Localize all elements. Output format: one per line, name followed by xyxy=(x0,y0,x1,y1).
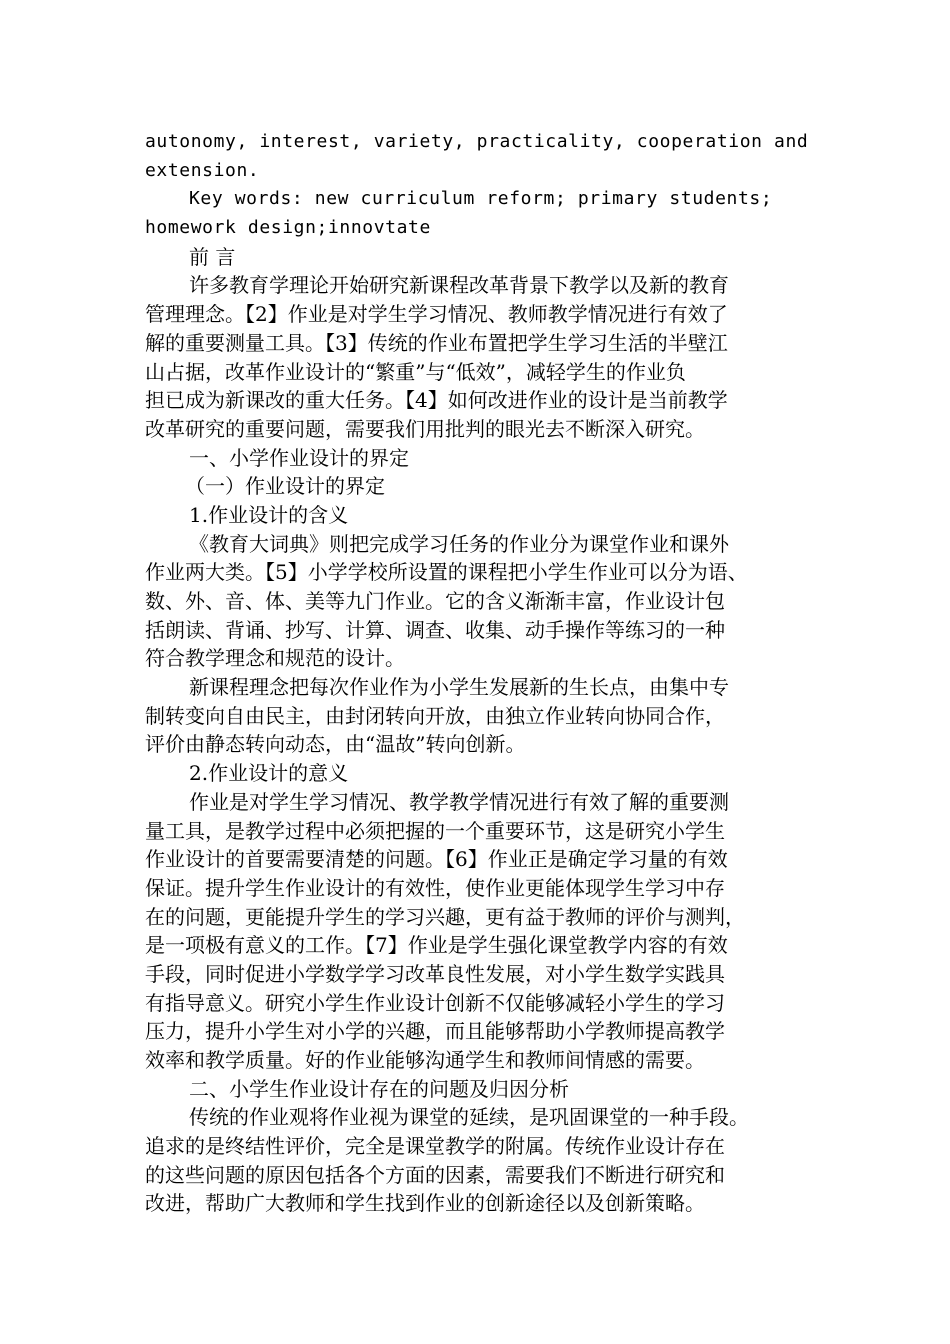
paragraph-line: 《教育大词典》则把完成学习任务的作业分为课堂作业和课外 xyxy=(189,531,729,556)
paragraph-line: 改进，帮助广大教师和学生找到作业的创新途径以及创新策略。 xyxy=(145,1191,705,1216)
paragraph-line: 有指导意义。研究小学生作业设计创新不仅能够减轻小学生的学习 xyxy=(145,990,725,1015)
paragraph-line: 量工具，是教学过程中必须把握的一个重要环节，这是研究小学生 xyxy=(145,818,725,843)
paragraph-line: 效率和教学质量。好的作业能够沟通学生和教师间情感的需要。 xyxy=(145,1048,705,1072)
section-heading: 一、小学作业设计的界定 xyxy=(189,445,409,470)
paragraph-line: 手段，同时促进小学数学学习改革良性发展，对小学生数学实践具 xyxy=(145,961,725,986)
paragraph-line: 是一项极有意义的工作。【7】作业是学生强化课堂教学内容的有效 xyxy=(145,933,728,958)
paragraph-line: 新课程理念把每次作业作为小学生发展新的生长点，由集中专 xyxy=(189,675,729,700)
paragraph-line: 压力，提升小学生对小学的兴趣，而且能够帮助小学教师提高教学 xyxy=(145,1019,725,1044)
paragraph-line: 山占据，改革作业设计的“繁重”与“低效”，减轻学生的作业负 xyxy=(145,359,686,384)
paragraph-line: 评价由静态转向动态，由“温故”转向创新。 xyxy=(145,732,526,757)
paragraph-line: 改革研究的重要问题，需要我们用批判的眼光去不断深入研究。 xyxy=(145,416,705,441)
paragraph-line: 解的重要测量工具。【3】传统的作业布置把学生学习生活的半壁江 xyxy=(145,330,728,355)
paragraph-line: 追求的是终结性评价，完全是课堂教学的附属。传统作业设计存在 xyxy=(145,1134,725,1159)
paragraph-line: 作业两大类。【5】小学学校所设置的课程把小学生作业可以分为语、 xyxy=(145,560,748,585)
item-heading: 1.作业设计的含义 xyxy=(189,502,349,527)
section-heading: 二、小学生作业设计存在的问题及归因分析 xyxy=(189,1076,569,1101)
item-heading: 2.作业设计的意义 xyxy=(189,761,349,786)
paragraph-line: 保证。提升学生作业设计的有效性，使作业更能体现学生学习中存 xyxy=(145,875,725,900)
paragraph-line: 作业设计的首要需要清楚的问题。【6】作业正是确定学习量的有效 xyxy=(145,847,728,872)
paragraph-line: 的这些问题的原因包括各个方面的因素，需要我们不断进行研究和 xyxy=(145,1162,725,1187)
paragraph-line: 符合教学理念和规范的设计。 xyxy=(145,646,405,671)
paragraph-line: 数、外、音、体、美等九门作业。它的含义渐渐丰富，作业设计包 xyxy=(145,589,725,613)
paragraph-line: 作业是对学生学习情况、教学教学情况进行有效了解的重要测 xyxy=(189,789,729,814)
paragraph-line: 管理理念。【2】作业是对学生学习情况、教师教学情况进行有效了 xyxy=(145,302,728,327)
paragraph-line: 制转变向自由民主，由封闭转向开放，由独立作业转向协同合作， xyxy=(145,703,725,728)
paragraph-line: 许多教育学理论开始研究新课程改革背景下教学以及新的教育 xyxy=(189,273,729,298)
subsection-heading: （一）作业设计的界定 xyxy=(185,474,385,499)
paragraph-line: 括朗读、背诵、抄写、计算、调查、收集、动手操作等练习的一种 xyxy=(145,617,725,642)
keywords-line: Key words: new curriculum reform; primary students; xyxy=(189,188,773,210)
paragraph-line: 担已成为新课改的重大任务。【4】如何改进作业的设计是当前教学 xyxy=(145,388,728,413)
keywords-line: homework design;innovtate xyxy=(145,217,431,239)
document-page xyxy=(145,128,825,1218)
paragraph-line: 在的问题，更能提升学生的学习兴趣，更有益于教师的评价与测判， xyxy=(145,904,745,929)
abstract-line: autonomy, interest, variety, practicality, cooperation and xyxy=(145,131,809,152)
paragraph-line: 传统的作业观将作业视为课堂的延续，是巩固课堂的一种手段。 xyxy=(189,1105,749,1130)
abstract-line: extension. xyxy=(145,159,260,181)
preface-heading: 前 言 xyxy=(189,244,236,269)
